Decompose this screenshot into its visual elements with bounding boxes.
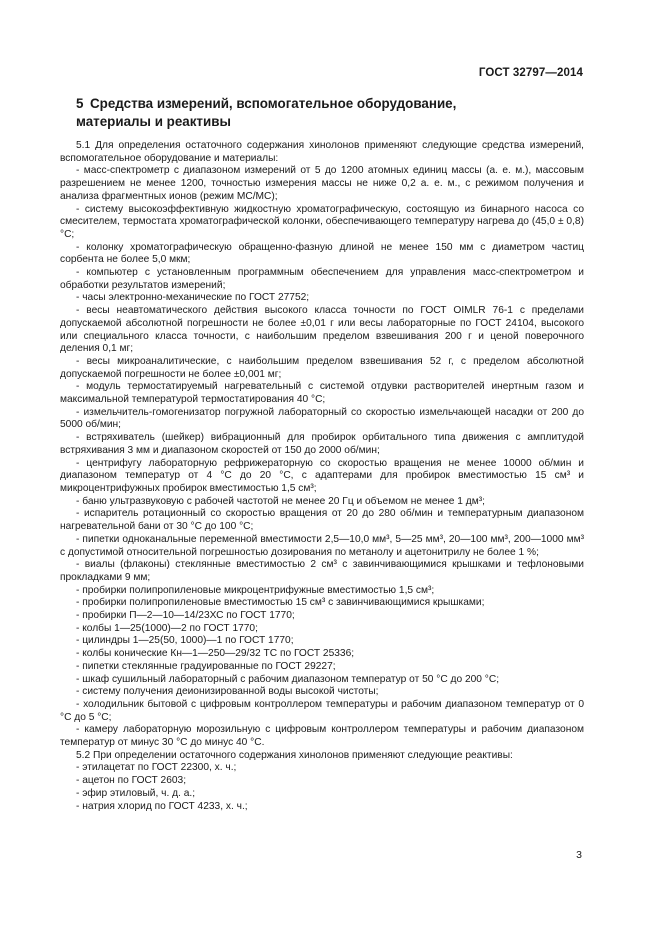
- section-title-line-1: Средства измерений, вспомогательное оборудование,: [90, 96, 457, 111]
- list-item: - пробирки полипропиленовые микроцентрифужные вместимостью 1,5 см³;: [76, 584, 435, 596]
- list-item: - модуль термостатируемый нагревательный с системой отдувки растворителей инертным газом и максимальной температурой термостатирования 40 °С;: [60, 381, 584, 406]
- list-item: - центрифугу лабораторную рефрижераторную со скоростью вращения не менее 10000 об/мин и диапазоном температур от 4 °С до 20 °С, с адаптерами для пробирок вместимостью 15 см³ и микроцентрифужных пробирок вместимостью 1,5 см³;: [60, 457, 584, 494]
- list-item: - испаритель ротационный со скоростью вращения от 20 до 280 об/мин и температурным диапазоном нагревательной бани от 30 °С до 100 °С;: [60, 508, 584, 533]
- section-title-line-2: материалы и реактивы: [76, 114, 231, 129]
- list-item: - виалы (флаконы) стеклянные вместимостью 2 см³ с завинчивающимися крышками и тефлоновыми прокладками 9 мм;: [60, 559, 584, 583]
- list-item: - натрия хлорид по ГОСТ 4233, х. ч.;: [76, 800, 248, 812]
- list-item: - пипетки стеклянные градуированные по ГОСТ 29227;: [76, 660, 336, 672]
- list-item: - пробирки П—2—10—14/23ХС по ГОСТ 1770;: [76, 610, 295, 622]
- list-item: - колонку хроматографическую обращенно-фазную длиной не менее 150 мм с диаметром частиц сорбента не более 5,0 мкм;: [60, 241, 584, 266]
- list-item: - цилиндры 1—25(50, 1000)—1 по ГОСТ 1770;: [76, 635, 294, 647]
- list-item: - систему высокоэффективную жидкостную хроматографическую, состоящую из бинарного насоса со смесителем, термостата хроматографической колонки, обеспечивающего температуру нагрева до (45,0 ± 0,8) °С;: [60, 203, 584, 240]
- list-item: - ацетон по ГОСТ 2603;: [76, 775, 187, 787]
- list-item: - этилацетат по ГОСТ 22300, х. ч.;: [76, 762, 237, 774]
- list-item: - весы неавтоматического действия высокого класса точности по ГОСТ OIMLR 76-1 с пределами допускаемой абсолютной погрешности не более ±0,01 г или весы лабораторные по ГОСТ 24104, высокого или специального класса точности, с наибольшим пределом взвешивания 200 г и ценой поверочного деления 0,1 мг;: [60, 305, 584, 355]
- list-item: - весы микроаналитические, с наибольшим пределом взвешивания 52 г, с пределом абсолютной допускаемой погрешности не более ±0,001 мг;: [60, 355, 584, 380]
- list-item: - эфир этиловый, ч. д. а.;: [76, 787, 196, 799]
- page-number: 3: [576, 849, 582, 861]
- list-item: - колбы конические Кн—1—250—29/32 ТС по ГОСТ 25336;: [76, 648, 355, 660]
- list-item: - пробирки полипропиленовые вместимостью 15 см³ с завинчивающимися крышками;: [76, 597, 485, 609]
- list-item: - баню ультразвуковую с рабочей частотой не менее 20 Гц и объемом не менее 1 дм³;: [76, 495, 485, 507]
- list-item: - камеру лабораторную морозильную с цифровым контроллером температуры и рабочим диапазоном температур от минус 30 °С до минус 40 °С.: [60, 724, 584, 749]
- list-item: - масс-спектрометр с диапазоном измерений от 5 до 1200 атомных единиц массы (а. е. м.), массовым разрешением не менее 1200, точностью измерения массы не ниже 0,2 а. е. м., с режимом получения и анализа фрагментных ионов (режим МС/МС);: [60, 165, 584, 202]
- list-item: - колбы 1—25(1000)—2 по ГОСТ 1770;: [76, 622, 258, 634]
- list-item: - холодильник бытовой с цифровым контроллером температуры и рабочим диапазоном температур от 0 °С до 5 °С;: [60, 698, 584, 723]
- section-body: [60, 140, 584, 813]
- list-item: - встряхиватель (шейкер) вибрационный для пробирок орбитального типа движения с амплитудой встряхивания 3 мм и диапазоном скоростей от 150 до 2000 об/мин;: [60, 432, 584, 456]
- paragraph: 5.1 Для определения остаточного содержания хинолонов применяют следующие средства измерений, вспомогательное оборудование и материалы:: [60, 140, 584, 164]
- document-header-standard: ГОСТ 32797—2014: [478, 67, 583, 79]
- paragraph: 5.2 При определении остаточного содержания хинолонов применяют следующие реактивы:: [76, 749, 513, 761]
- section-number: 5: [76, 96, 84, 111]
- list-item: - компьютер с установленным программным обеспечением для управления масс-спектрометром и обработки результатов измерений;: [60, 267, 584, 291]
- list-item: - измельчитель-гомогенизатор погружной лабораторный со скоростью измельчающей насадки от 200 до 5000 об/мин;: [60, 406, 584, 431]
- section-title: [76, 95, 546, 131]
- list-item: - часы электронно-механические по ГОСТ 27752;: [76, 292, 310, 304]
- list-item: - пипетки одноканальные переменной вместимости 2,5—10,0 мм³, 5—25 мм³, 20—100 мм³, 200—1000 мм³ с допустимой относительной погрешностью дозирования по метанолу и ацетонитрилу не более 1 %;: [60, 533, 584, 558]
- list-item: - шкаф сушильный лабораторный с рабочим диапазоном температур от 50 °С до 200 °С;: [76, 673, 500, 685]
- list-item: - систему получения деионизированной воды высокой чистоты;: [76, 686, 379, 698]
